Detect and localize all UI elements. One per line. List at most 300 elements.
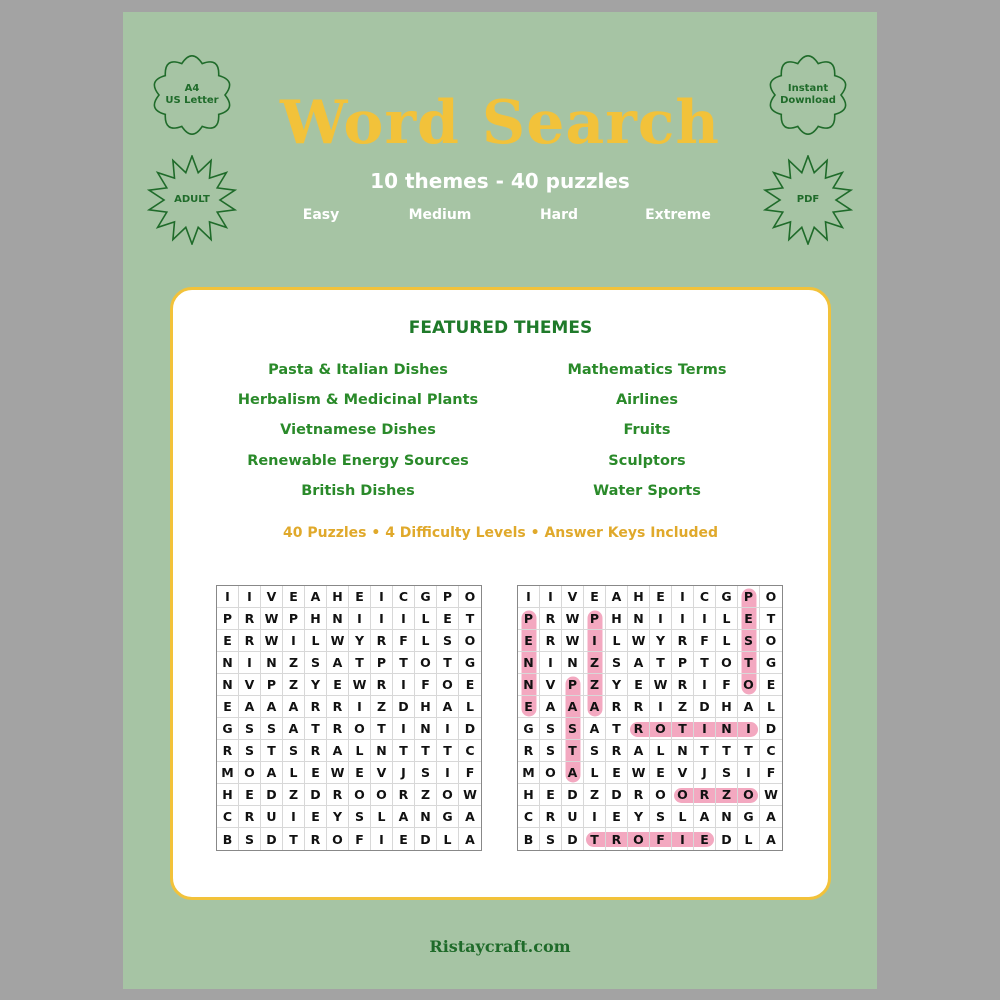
grid-letter: W	[459, 784, 481, 806]
grid-letter: R	[672, 674, 694, 696]
feature-summary: 40 Puzzles • 4 Difficulty Levels • Answer Keys Included	[282, 525, 719, 541]
grid-letter: D	[305, 784, 327, 806]
grid-letter: T	[305, 718, 327, 740]
word-search-grid	[216, 585, 482, 851]
grid-letter: I	[518, 586, 540, 608]
grid-letter: G	[415, 586, 437, 608]
grid-letter: W	[760, 784, 782, 806]
grid-letter: E	[584, 586, 606, 608]
grid-letter: T	[760, 608, 782, 630]
grid-letter: T	[584, 828, 606, 850]
grid-letter: N	[415, 806, 437, 828]
grid-letter: P	[738, 586, 760, 608]
grid-letter: Y	[606, 674, 628, 696]
grid-letter: S	[415, 762, 437, 784]
grid-letter: I	[437, 762, 459, 784]
grid-letter: E	[349, 762, 371, 784]
grid-letter: T	[437, 740, 459, 762]
grid-letter: E	[217, 696, 239, 718]
grid-letter: D	[459, 718, 481, 740]
badge-pdf	[763, 155, 853, 245]
grid-letter: R	[327, 696, 349, 718]
grid-letter: L	[305, 630, 327, 652]
grid-letter: E	[518, 696, 540, 718]
grid-letter: V	[261, 586, 283, 608]
grid-letter: I	[283, 630, 305, 652]
grid-letter: V	[239, 674, 261, 696]
grid-letter: T	[716, 740, 738, 762]
grid-letter: T	[349, 652, 371, 674]
grid-letter: R	[327, 784, 349, 806]
grid-letter: N	[562, 652, 584, 674]
grid-letter: P	[518, 608, 540, 630]
grid-letter: P	[371, 652, 393, 674]
grid-letter: S	[650, 806, 672, 828]
grid-letter: W	[628, 762, 650, 784]
grid-letter: V	[672, 762, 694, 784]
grid-letter: W	[562, 608, 584, 630]
grid-letter: O	[738, 784, 760, 806]
grid-letter: Y	[305, 674, 327, 696]
grid-letter: E	[738, 608, 760, 630]
grid-letter: E	[540, 784, 562, 806]
grid-letter: I	[393, 718, 415, 740]
grid-letter: S	[349, 806, 371, 828]
grid-letter: A	[766, 831, 776, 847]
grid-letter: A	[760, 806, 782, 828]
grid-letter: I	[393, 674, 415, 696]
grid-letter: S	[584, 740, 606, 762]
grid-letter: T	[393, 652, 415, 674]
grid-letter: Z	[283, 784, 305, 806]
theme-item: Vietnamese Dishes	[280, 422, 436, 438]
grid-letter: P	[672, 652, 694, 674]
grid-letter: W	[261, 608, 283, 630]
grid-letter: N	[217, 674, 239, 696]
grid-letter: H	[606, 608, 628, 630]
grid-letter: S	[239, 718, 261, 740]
grid-letter: R	[239, 608, 261, 630]
grid-letter: N	[415, 718, 437, 740]
grid-letter: S	[716, 762, 738, 784]
grid-letter: U	[261, 806, 283, 828]
grid-letter: N	[371, 740, 393, 762]
grid-letter: R	[305, 828, 327, 850]
level-extreme: Extreme	[645, 207, 711, 223]
grid-letter: C	[760, 740, 782, 762]
grid-letter: O	[628, 828, 650, 850]
grid-letter: T	[415, 740, 437, 762]
grid-letter: V	[562, 586, 584, 608]
grid-letter: P	[217, 608, 239, 630]
grid-letter: P	[437, 586, 459, 608]
grid-letter: A	[562, 696, 584, 718]
grid-letter: T	[738, 740, 760, 762]
theme-item: Renewable Energy Sources	[247, 453, 469, 469]
grid-letter: L	[415, 630, 437, 652]
badge-adult-text: ADULT	[174, 194, 210, 205]
grid-letter: E	[327, 674, 349, 696]
grid-letter: I	[371, 586, 393, 608]
grid-letter: L	[760, 696, 782, 718]
grid-letter: T	[694, 652, 716, 674]
grid-letter: A	[606, 586, 628, 608]
grid-letter: I	[738, 762, 760, 784]
theme-item: Mathematics Terms	[567, 362, 727, 378]
grid-letter: R	[628, 784, 650, 806]
grid-letter: R	[606, 696, 628, 718]
grid-letter: E	[239, 784, 261, 806]
grid-letter: R	[540, 806, 562, 828]
grid-letter: L	[437, 828, 459, 850]
grid-letter: A	[562, 762, 584, 784]
grid-letter: I	[694, 674, 716, 696]
grid-letter: E	[694, 828, 716, 850]
grid-letter: O	[437, 784, 459, 806]
grid-letter: N	[217, 652, 239, 674]
grid-letter: G	[518, 718, 540, 740]
grid-letter: I	[540, 652, 562, 674]
grid-letter: B	[518, 828, 540, 850]
grid-letter: G	[437, 806, 459, 828]
grid-letter: S	[540, 740, 562, 762]
grid-letter: W	[650, 674, 672, 696]
grid-letter: A	[437, 696, 459, 718]
grid-letter: W	[562, 630, 584, 652]
grid-letter: H	[305, 608, 327, 630]
badge-instant-download	[763, 50, 853, 140]
grid-letter: R	[518, 740, 540, 762]
grid-letter: N	[261, 652, 283, 674]
grid-letter: N	[327, 608, 349, 630]
grid-letter: J	[694, 762, 716, 784]
grid-letter: W	[349, 674, 371, 696]
grid-letter: S	[738, 630, 760, 652]
grid-letter: S	[540, 828, 562, 850]
grid-letter: A	[305, 586, 327, 608]
grid-letter: I	[239, 586, 261, 608]
grid-letter: E	[349, 586, 371, 608]
grid-letter: T	[437, 652, 459, 674]
badge-paper-size-text: A4 US Letter	[165, 83, 219, 106]
grid-letter: G	[459, 652, 481, 674]
grid-letter: I	[650, 696, 672, 718]
grid-letter: A	[628, 740, 650, 762]
grid-letter: A	[261, 696, 283, 718]
grid-letter: L	[283, 762, 305, 784]
grid-letter: L	[716, 608, 738, 630]
grid-letter: E	[518, 630, 540, 652]
grid-letter: R	[239, 630, 261, 652]
grid-letter: O	[459, 630, 481, 652]
grid-letter: D	[760, 718, 782, 740]
grid-letter: N	[716, 806, 738, 828]
grid-letter: I	[584, 806, 606, 828]
grid-letter: T	[562, 740, 584, 762]
grid-letter: S	[540, 718, 562, 740]
grid-letter: L	[584, 762, 606, 784]
grid-letter: T	[694, 740, 716, 762]
theme-item: Fruits	[623, 422, 671, 438]
grid-letter: A	[239, 696, 261, 718]
grid-letter: E	[650, 762, 672, 784]
theme-item: Pasta & Italian Dishes	[268, 362, 448, 378]
grid-letter: S	[606, 652, 628, 674]
theme-item: Sculptors	[608, 453, 686, 469]
grid-letter: I	[672, 608, 694, 630]
grid-letter: M	[217, 762, 239, 784]
grid-letter: L	[371, 806, 393, 828]
grid-letter: O	[672, 784, 694, 806]
grid-letter: I	[349, 608, 371, 630]
grid-letter: A	[459, 806, 481, 828]
grid-letter: F	[694, 630, 716, 652]
grid-letter: I	[694, 718, 716, 740]
grid-letter: O	[239, 762, 261, 784]
grid-letter: G	[217, 718, 239, 740]
level-easy: Easy	[302, 207, 340, 223]
grid-letter: H	[217, 784, 239, 806]
grid-letter: I	[239, 652, 261, 674]
grid-letter: I	[584, 630, 606, 652]
grid-letter: D	[261, 784, 283, 806]
grid-letter: N	[672, 740, 694, 762]
grid-letter: H	[415, 696, 437, 718]
badge-adult	[147, 155, 237, 245]
grid-letter: E	[760, 674, 782, 696]
grid-letter: T	[738, 652, 760, 674]
grid-letter: O	[459, 586, 481, 608]
grid-letter: O	[349, 718, 371, 740]
grid-letter: A	[694, 806, 716, 828]
grid-letter: E	[606, 806, 628, 828]
page-subtitle: 10 themes - 40 puzzles	[370, 169, 630, 193]
grid-letter: T	[283, 828, 305, 850]
grid-letter: Y	[628, 806, 650, 828]
grid-letter: E	[305, 762, 327, 784]
grid-letter: E	[459, 674, 481, 696]
grid-letter: R	[606, 828, 628, 850]
grid-letter: A	[261, 762, 283, 784]
grid-letter: W	[261, 630, 283, 652]
grid-letter: O	[437, 674, 459, 696]
grid-letter: T	[606, 718, 628, 740]
grid-letter: I	[283, 806, 305, 828]
brand-footer: Ristaycraft.com	[429, 937, 571, 956]
badge-paper-size	[147, 50, 237, 140]
grid-letter: O	[716, 652, 738, 674]
grid-letter: I	[672, 586, 694, 608]
grid-letter: F	[349, 828, 371, 850]
grid-letter: V	[540, 674, 562, 696]
theme-item: British Dishes	[301, 483, 415, 499]
grid-letter: L	[650, 740, 672, 762]
grid-letter: O	[738, 674, 760, 696]
answer-key-grid	[517, 585, 783, 851]
grid-letter: A	[540, 696, 562, 718]
badge-pdf-text: PDF	[796, 194, 820, 205]
grid-letter: H	[716, 696, 738, 718]
grid-letter: T	[650, 652, 672, 674]
grid-letter: R	[606, 740, 628, 762]
grid-letter: U	[562, 806, 584, 828]
grid-letter: O	[415, 652, 437, 674]
grid-letter: Z	[371, 696, 393, 718]
grid-letter: T	[672, 718, 694, 740]
grid-letter: R	[628, 696, 650, 718]
grid-letter: O	[540, 762, 562, 784]
page-title: Word Search	[279, 88, 721, 158]
grid-letter: L	[459, 696, 481, 718]
grid-letter: C	[217, 806, 239, 828]
grid-letter: T	[393, 740, 415, 762]
grid-letter: N	[518, 652, 540, 674]
grid-letter: I	[694, 608, 716, 630]
grid-letter: I	[437, 718, 459, 740]
grid-letter: D	[562, 784, 584, 806]
grid-letter: T	[261, 740, 283, 762]
grid-letter: R	[540, 608, 562, 630]
grid-letter: E	[283, 586, 305, 608]
grid-letter: F	[393, 630, 415, 652]
grid-letter: I	[738, 718, 760, 740]
grid-letter: A	[327, 740, 349, 762]
grid-letter: A	[393, 806, 415, 828]
theme-item: Water Sports	[593, 483, 701, 499]
grid-letter: T	[459, 608, 481, 630]
grid-letter: H	[518, 784, 540, 806]
grid-letter: E	[437, 608, 459, 630]
grid-letter: M	[518, 762, 540, 784]
grid-letter: D	[393, 696, 415, 718]
grid-letter: D	[415, 828, 437, 850]
grid-letter: C	[518, 806, 540, 828]
grid-letter: S	[239, 740, 261, 762]
grid-letter: A	[283, 718, 305, 740]
grid-letter: A	[465, 831, 475, 847]
grid-letter: L	[415, 608, 437, 630]
grid-letter: I	[349, 696, 371, 718]
grid-letter: Z	[716, 784, 738, 806]
grid-letter: F	[459, 762, 481, 784]
grid-letter: Z	[584, 652, 606, 674]
grid-letter: D	[562, 828, 584, 850]
grid-letter: I	[650, 608, 672, 630]
grid-letter: D	[716, 828, 738, 850]
grid-letter: R	[694, 784, 716, 806]
grid-letter: L	[349, 740, 371, 762]
grid-letter: E	[217, 630, 239, 652]
grid-letter: S	[562, 718, 584, 740]
grid-letter: N	[628, 608, 650, 630]
theme-item: Airlines	[615, 392, 679, 408]
grid-letter: C	[694, 586, 716, 608]
grid-letter: E	[628, 674, 650, 696]
grid-letter: R	[540, 630, 562, 652]
grid-letter: I	[672, 828, 694, 850]
grid-letter: Z	[415, 784, 437, 806]
grid-letter: A	[738, 696, 760, 718]
grid-letter: R	[628, 718, 650, 740]
grid-letter: R	[305, 696, 327, 718]
grid-letter: O	[650, 784, 672, 806]
grid-letter: S	[437, 630, 459, 652]
grid-letter: B	[217, 828, 239, 850]
grid-letter: S	[261, 718, 283, 740]
grid-letter: A	[628, 652, 650, 674]
grid-letter: Y	[327, 806, 349, 828]
grid-letter: O	[371, 784, 393, 806]
grid-letter: I	[393, 608, 415, 630]
grid-letter: G	[738, 806, 760, 828]
grid-letter: V	[371, 762, 393, 784]
grid-letter: E	[305, 806, 327, 828]
grid-letter: E	[606, 762, 628, 784]
grid-letter: R	[672, 630, 694, 652]
grid-letter: J	[393, 762, 415, 784]
grid-letter: G	[760, 652, 782, 674]
grid-letter: I	[371, 828, 393, 850]
theme-item: Herbalism & Medicinal Plants	[237, 392, 479, 408]
grid-letter: T	[371, 718, 393, 740]
badge-instant-download-text: Instant Download	[780, 83, 836, 106]
grid-letter: P	[584, 608, 606, 630]
grid-letter: R	[239, 806, 261, 828]
grid-letter: L	[672, 806, 694, 828]
grid-letter: F	[415, 674, 437, 696]
grid-letter: O	[349, 784, 371, 806]
grid-letter: P	[261, 674, 283, 696]
grid-letter: R	[327, 718, 349, 740]
grid-letter: Y	[650, 630, 672, 652]
card-heading: FEATURED THEMES	[408, 318, 593, 338]
grid-letter: N	[716, 718, 738, 740]
grid-letter: L	[738, 828, 760, 850]
grid-letter: R	[393, 784, 415, 806]
grid-letter: E	[650, 586, 672, 608]
grid-letter: I	[540, 586, 562, 608]
grid-letter: F	[716, 674, 738, 696]
grid-letter: O	[650, 718, 672, 740]
grid-letter: N	[518, 674, 540, 696]
grid-letter: D	[261, 828, 283, 850]
grid-letter: A	[584, 696, 606, 718]
level-medium: Medium	[408, 207, 472, 223]
grid-letter: F	[760, 762, 782, 784]
grid-letter: Z	[283, 652, 305, 674]
grid-letter: C	[393, 586, 415, 608]
grid-letter: O	[760, 586, 782, 608]
grid-letter: P	[562, 674, 584, 696]
grid-letter: I	[217, 586, 239, 608]
grid-letter: S	[239, 828, 261, 850]
grid-letter: A	[584, 718, 606, 740]
grid-letter: W	[327, 762, 349, 784]
grid-letter: A	[327, 652, 349, 674]
grid-letter: L	[606, 630, 628, 652]
grid-letter: Y	[349, 630, 371, 652]
grid-letter: W	[628, 630, 650, 652]
grid-letter: Z	[584, 784, 606, 806]
grid-letter: E	[393, 828, 415, 850]
grid-letter: Z	[584, 674, 606, 696]
grid-letter: D	[694, 696, 716, 718]
grid-letter: L	[716, 630, 738, 652]
grid-letter: D	[606, 784, 628, 806]
grid-letter: H	[628, 586, 650, 608]
grid-letter: F	[650, 828, 672, 850]
grid-letter: Z	[283, 674, 305, 696]
